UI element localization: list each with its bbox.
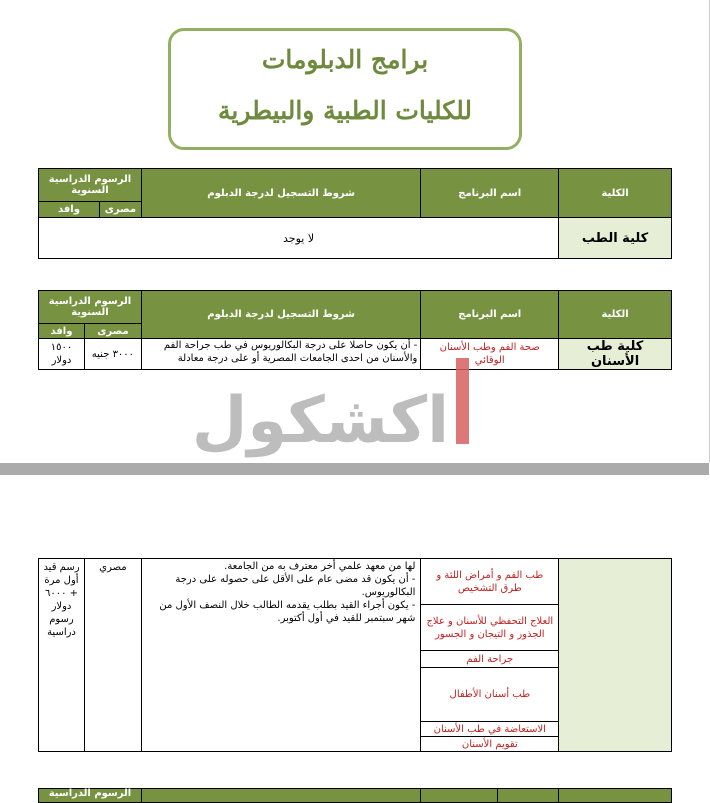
header-cell xyxy=(141,789,421,803)
condition-text: يكون أجراء القيد بطلب يقدمه الطالب خلال النصف الأول من شهر سبتمبر للقيد في أول أكتوبر. xyxy=(159,600,416,624)
program-header: اسم البرنامج xyxy=(421,169,559,218)
no-programs-note: لا يوجد xyxy=(39,218,559,259)
faculty-medicine: كلية الطب xyxy=(559,218,672,259)
header-cell xyxy=(498,789,559,803)
condition-text: أن يكون قد مضى عام على الأقل على حصوله على درجة البكالوريوس. xyxy=(175,574,416,598)
fee-foreign: ١٥٠٠ دولار xyxy=(39,339,85,370)
egyptian-header: مصرى xyxy=(99,202,141,218)
program-item: العلاج التحفظي للأسنان و علاج الجذور و التيجان و الجسور xyxy=(421,605,559,651)
fee-egyptian: ٣٠٠٠ جنيه xyxy=(84,339,141,370)
egyptian-header: مصرى xyxy=(84,324,141,339)
header-cell xyxy=(559,789,672,803)
page-separator xyxy=(0,463,709,475)
foreign-header: وافد xyxy=(39,202,100,218)
next-table-header xyxy=(38,788,672,803)
program-item: طب أسنان الأطفال xyxy=(421,668,559,722)
medicine-table xyxy=(38,168,672,259)
program-header: اسم البرنامج xyxy=(421,291,559,339)
header-cell xyxy=(421,789,498,803)
condition-line: لها من معهد علمي أخر معترف به من الجامعة. xyxy=(224,561,416,572)
program-oral-health: صحة الفم وطب الأسنان الوقائي xyxy=(421,339,559,370)
faculty-header: الكلية xyxy=(559,169,672,218)
dentistry-continued-table xyxy=(38,558,672,752)
fee-foreign-p2: رسم قيد أول مرة + ٦٠٠٠ دولار رسوم دراسية xyxy=(39,559,85,752)
title-line-2: للكليات الطبية والبيطرية xyxy=(217,96,473,125)
fee-egyptian-p2: مصري xyxy=(84,559,141,752)
fees-header: الرسوم الدراسية السنوية xyxy=(39,291,142,324)
condition-line: - يكون أجراء القيد بطلب يقدمه الطالب خلال النصف الأول من شهر سبتمبر للقيد في أول أكتوبر. xyxy=(159,600,416,624)
foreign-header: وافد xyxy=(39,324,85,339)
title-box xyxy=(168,28,522,150)
faculty-dentistry: كلية طب الأسنان xyxy=(559,339,672,370)
conditions-header: شروط التسجيل لدرجة الدبلوم xyxy=(141,169,420,218)
fees-header: الرسوم الدراسية السنوية xyxy=(39,169,142,202)
dentistry-condition: - أن يكون حاصلا على درجة البكالوريوس في طب جراحة الفم والأسنان من احدى الجامعات المصرية أو على درجة معادلة xyxy=(141,339,420,370)
program-item: الاستعاضة في طب الأسنان xyxy=(421,722,559,737)
fees-header: الرسوم الدراسية xyxy=(39,789,142,803)
watermark-text: اكشكول xyxy=(191,384,449,458)
document-page-2 xyxy=(0,475,709,800)
conditions-header: شروط التسجيل لدرجة الدبلوم xyxy=(141,291,420,339)
program-item: جراحة الفم xyxy=(421,651,559,668)
title-line-1: برامج الدبلومات xyxy=(261,45,429,74)
faculty-header: الكلية xyxy=(559,291,672,339)
faculty-cell-p2 xyxy=(559,559,672,752)
program-item: طب الفم و أمراض اللثة و طرق التشخيص xyxy=(421,559,559,605)
conditions-p2 xyxy=(141,559,421,752)
dentistry-table xyxy=(38,290,672,370)
dentistry-condition-text: أن يكون حاصلا على درجة البكالوريوس في طب جراحة الفم والأسنان من احدى الجامعات المصرية أو على درجة معادلة xyxy=(163,340,418,364)
condition-line: - أن يكون قد مضى عام على الأقل على حصوله على درجة البكالوريوس. xyxy=(175,574,416,598)
program-item: تقويم الأسنان xyxy=(421,737,559,752)
